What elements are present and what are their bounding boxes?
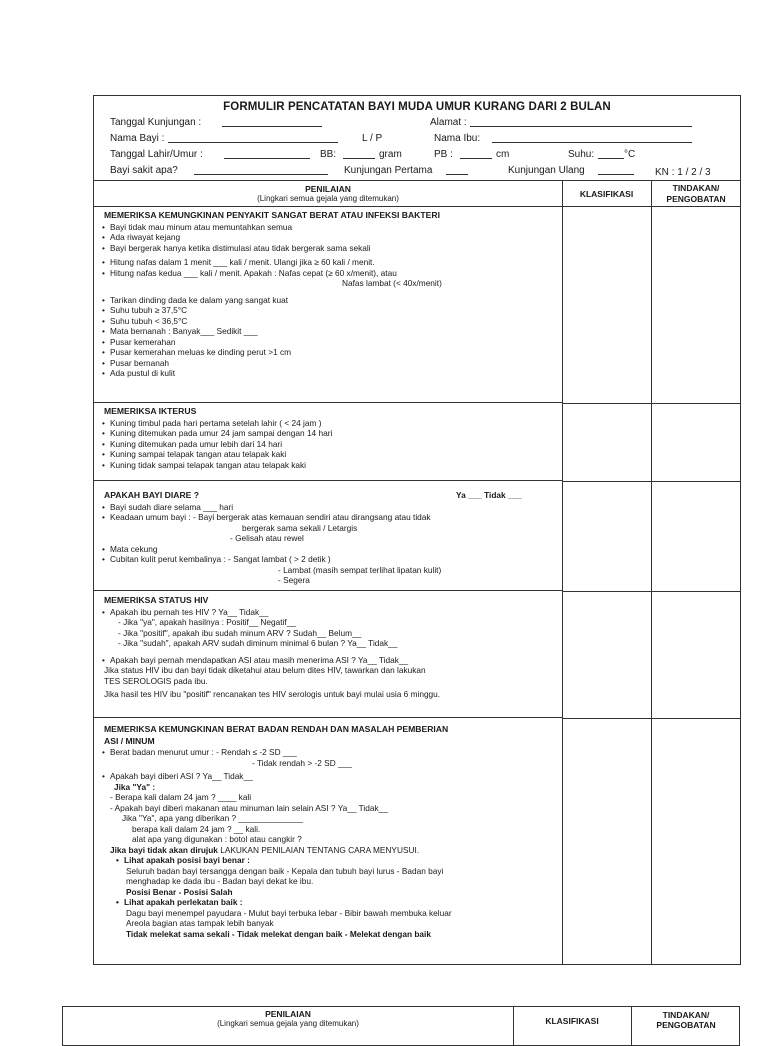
list-item-continued: bergerak sama sekali / Letargis — [242, 522, 358, 533]
next-klasifikasi-header — [513, 1007, 632, 1045]
list-item: • Kuning ditemukan pada umur 24 jam sampai dengan 14 hari — [100, 428, 556, 439]
tanggal-lahir-label: Tanggal Lahir/Umur : — [110, 149, 203, 160]
list-subitem: Tidak melekat sama sekali - Tidak melekat dengan baik - Melekat dengan baik — [126, 928, 431, 939]
list-item: • Ada pustul di kulit — [100, 368, 556, 379]
list-subitem: menghadap ke dada ibu - Badan bayi dekat ke ibu. — [126, 876, 314, 886]
list-subitem: Areola bagian atas tampak lebih banyak — [126, 918, 274, 928]
note-text: Jika status HIV ibu dan bayi tidak diketahui atau belum dites HIV, tawarkan dan lakukan — [104, 665, 426, 675]
list-subitem: alat apa yang digunakan : botol atau cangkir ? — [132, 834, 302, 844]
section-berat-badan-asi — [94, 718, 562, 960]
kunjungan-pertama-field[interactable] — [446, 165, 468, 175]
nama-ibu-label: Nama Ibu: — [434, 133, 481, 144]
next-pengobatan-title: PENGOBATAN — [656, 1020, 716, 1030]
list-item: • Bayi tidak mau minum atau memuntahkan semua — [100, 222, 556, 233]
klasifikasi-header — [562, 181, 651, 207]
kunjungan-ulang-label: Kunjungan Ulang — [508, 165, 585, 176]
gram-label: gram — [379, 149, 402, 160]
list-subitem: Seluruh badan bayi tersangga dengan baik - Kepala dan tubuh bayi lurus - Badan bayi — [126, 865, 444, 876]
list-item: • Tarikan dinding dada ke dalam yang sangat kuat — [100, 295, 556, 306]
list-item: • Suhu tubuh ≥ 37,5°C — [100, 305, 556, 316]
list-item: • Cubitan kulit perut kembalinya : - Sangat lambat ( > 2 detik ) — [100, 554, 556, 565]
note-text: Jika hasil tes HIV ibu "positif" rencanakan tes HIV serologis untuk bayi mulai usia 6 minggu. — [104, 689, 441, 699]
diare-ya-tidak: Ya ___ Tidak ___ — [456, 490, 522, 500]
tanggal-kunjungan-field[interactable] — [222, 117, 322, 127]
section-title: MEMERIKSA IKTERUS — [104, 406, 197, 416]
celsius-label: °C — [624, 149, 636, 160]
next-tindakan-title: TINDAKAN/ — [662, 1010, 710, 1020]
list-item: • Apakah bayi pernah mendapatkan ASI atau masih menerima ASI ? Ya__ Tidak__ — [100, 655, 556, 666]
list-item: • Apakah ibu pernah tes HIV ? Ya__ Tidak__ — [100, 607, 556, 618]
list-item: • Ada riwayat kejang — [100, 232, 556, 243]
list-subitem: berapa kali dalam 24 jam ? __ kali. — [132, 823, 261, 834]
list-subitem: - Jika "ya", apakah hasilnya : Positif__ Negatif__ — [118, 617, 296, 627]
section-title: MEMERIKSA KEMUNGKINAN BERAT BADAN RENDAH DAN MASALAH PEMBERIAN — [104, 724, 449, 734]
row-divider — [562, 591, 740, 592]
next-penilaian-header — [63, 1007, 514, 1045]
next-klasifikasi-title: KLASIFIKASI — [545, 1016, 599, 1026]
note-text: TES SEROLOGIS pada ibu. — [104, 675, 208, 686]
list-item: • Mata bernanah : Banyak___ Sedikit ___ — [100, 326, 556, 337]
assessment-table — [94, 180, 740, 964]
pengobatan-title: PENGOBATAN — [666, 194, 726, 204]
bb-field[interactable] — [343, 149, 375, 159]
tindakan-column — [652, 181, 740, 964]
kn-label: KN : 1 / 2 / 3 — [655, 167, 711, 178]
tanggal-kunjungan-label: Tanggal Kunjungan : — [110, 117, 202, 128]
list-item: • Suhu tubuh < 36,5°C — [100, 316, 556, 327]
penilaian-header — [94, 181, 562, 207]
form-page — [93, 95, 741, 965]
list-item-continued: Nafas lambat (< 40x/menit) — [342, 278, 442, 288]
section-hiv — [94, 591, 562, 718]
list-subitem: Jika "Ya" : — [114, 781, 156, 792]
list-item: • Keadaan umum bayi : - Bayi bergerak atas kemauan sendiri atau dirangsang atau tidak — [100, 512, 556, 523]
list-item-continued: - Tidak rendah > -2 SD ___ — [252, 757, 352, 768]
suhu-label: Suhu: — [568, 149, 595, 160]
list-item: • Kuning ditemukan pada umur lebih dari 14 hari — [100, 439, 556, 450]
list-item: • Pusar bernanah — [100, 358, 556, 369]
tindakan-title: TINDAKAN/ — [672, 183, 720, 193]
kunjungan-ulang-field[interactable] — [598, 165, 634, 175]
alamat-label: Alamat : — [430, 117, 467, 128]
section-diare — [94, 481, 562, 591]
section-infeksi-bakteri — [94, 207, 562, 403]
list-item: • Kuning timbul pada hari pertama setelah lahir ( < 24 jam ) — [100, 418, 556, 429]
penilaian-title: PENILAIAN — [305, 184, 351, 194]
list-item: • Apakah bayi diberi ASI ? Ya__ Tidak__ — [100, 771, 556, 782]
instruction-bold: Jika bayi tidak akan dirujuk — [110, 844, 218, 855]
list-item: • Lihat apakah posisi bayi benar : — [114, 855, 556, 866]
list-subitem: - Berapa kali dalam 24 jam ? ____ kali — [110, 792, 252, 802]
list-subitem: - Jika "positif", apakah ibu sudah minum ARV ? Sudah__ Belum__ — [118, 627, 362, 638]
list-item: • Kuning tidak sampai telapak tangan atau telapak kaki — [100, 460, 556, 471]
list-item: • Kuning sampai telapak tangan atau telapak kaki — [100, 449, 556, 460]
nama-bayi-label: Nama Bayi : — [110, 133, 165, 144]
list-subitem: Jika "Ya", apa yang diberikan ? ______________ — [122, 813, 304, 823]
tindakan-header — [652, 181, 740, 207]
list-item: • Mata cekung — [100, 544, 556, 555]
pb-field[interactable] — [460, 149, 492, 159]
list-item: • Bayi sudah diare selama ___ hari — [100, 502, 556, 513]
instruction-text: LAKUKAN PENILAIAN TENTANG CARA MENYUSUI. — [217, 844, 420, 855]
penilaian-column — [94, 181, 563, 964]
section-title: MEMERIKSA KEMUNGKINAN PENYAKIT SANGAT BERAT ATAU INFEKSI BAKTERI — [104, 210, 440, 220]
section-ikterus — [94, 403, 562, 481]
list-item-continued: - Lambat (masih sempat terlihat lipatan kulit) — [278, 564, 442, 575]
klasifikasi-column — [562, 181, 652, 964]
bayi-sakit-field[interactable] — [194, 165, 328, 175]
bayi-sakit-label: Bayi sakit apa? — [110, 165, 178, 176]
klasifikasi-title: KLASIFIKASI — [579, 189, 634, 199]
list-subitem: - Jika "sudah", apakah ARV sudah diminum minimal 6 bulan ? Ya__ Tidak__ — [118, 638, 398, 648]
list-item: • Hitung nafas dalam 1 menit ___ kali / menit. Ulangi jika ≥ 60 kali / menit. — [100, 257, 556, 268]
form-title: FORMULIR PENCATATAN BAYI MUDA UMUR KURANG DARI 2 BULAN — [223, 101, 611, 113]
next-tindakan-header — [631, 1007, 741, 1045]
row-divider — [562, 403, 740, 404]
cm-label: cm — [496, 149, 510, 160]
list-subitem: Dagu bayi menempel payudara - Mulut bayi terbuka lebar - Bibir bawah membuka keluar — [126, 907, 452, 918]
section-title: APAKAH BAYI DIARE ? — [104, 490, 200, 500]
list-item: • Hitung nafas kedua ___ kali / menit. Apakah : Nafas cepat (≥ 60 x/menit), atau — [100, 268, 556, 279]
next-penilaian-subtitle: (Lingkari semua gejala yang ditemukan) — [217, 1019, 359, 1028]
list-item: • Bayi bergerak hanya ketika distimulasi atau tidak bergerak sama sekali — [100, 243, 556, 254]
next-penilaian-title: PENILAIAN — [265, 1009, 311, 1019]
alamat-field[interactable] — [470, 117, 692, 127]
row-divider — [562, 718, 740, 719]
next-page-header — [62, 1006, 740, 1046]
instruction-line — [100, 845, 556, 856]
section-title-cont: ASI / MINUM — [104, 735, 155, 746]
kunjungan-pertama-label: Kunjungan Pertama — [344, 165, 433, 176]
penilaian-subtitle: (Lingkari semua gejala yang ditemukan) — [257, 194, 399, 203]
list-item: • Berat badan menurut umur : - Rendah ≤ -2 SD ___ — [100, 747, 556, 758]
row-divider — [562, 481, 740, 482]
lp-label: L / P — [362, 133, 383, 144]
list-item: • Pusar kemerahan meluas ke dinding perut >1 cm — [100, 347, 556, 358]
list-subitem: - Apakah bayi diberi makanan atau minuman lain selain ASI ? Ya__ Tidak__ — [110, 802, 388, 813]
suhu-field[interactable] — [598, 149, 624, 159]
bb-label: BB: — [320, 149, 337, 160]
pb-label: PB : — [434, 149, 453, 160]
tanggal-lahir-field[interactable] — [224, 149, 310, 159]
nama-ibu-field[interactable] — [492, 133, 692, 143]
list-item: • Lihat apakah perlekatan baik : — [114, 897, 556, 908]
list-subitem: Posisi Benar - Posisi Salah — [126, 886, 233, 897]
list-item: • Pusar kemerahan — [100, 337, 556, 348]
section-title: MEMERIKSA STATUS HIV — [104, 595, 209, 605]
nama-bayi-field[interactable] — [168, 133, 338, 143]
list-item-continued: - Gelisah atau rewel — [230, 533, 304, 543]
list-item-continued: - Segera — [278, 575, 310, 585]
